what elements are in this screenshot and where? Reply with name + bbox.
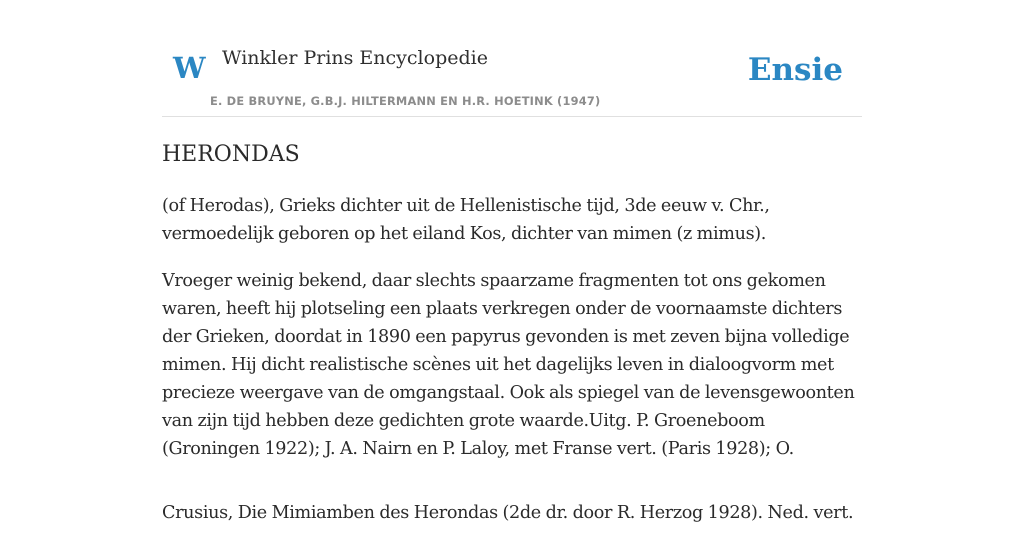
entry-body bbox=[162, 192, 862, 546]
entry-paragraph: (of Herodas), Grieks dichter uit de Hellenistische tijd, 3de eeuw v. Chr., vermoedelijk geboren op het eiland Kos, dichter van mimen (z mimus). bbox=[162, 196, 770, 244]
header bbox=[162, 0, 862, 117]
entry-paragraph: Crusius, Die Mimiamben des Herondas (2de dr. door R. Herzog 1928). Ned. vert. bbox=[162, 503, 854, 523]
page bbox=[162, 0, 862, 523]
book-authors: E. DE BRUYNE, G.B.J. HILTERMANN EN H.R. HOETINK (1947) bbox=[210, 94, 601, 108]
entry-paragraph: Vroeger weinig bekend, daar slechts spaarzame fragmenten tot ons gekomen waren, heeft hij plotseling een plaats verkregen onder de voornaamste dichters der Grieken, doordat in 1890 een papyrus gevonden is met zeven bijna volledige mimen. Hij dicht realistische scènes uit het dagelijks leven in dialoogvorm met precieze weergave van de omgangstaal. Ook als spiegel van de levensgewoonten van zijn tijd hebben deze gedichten grote waarde.Uitg. P. Groeneboom (Groningen 1922); J. A. Nairn en P. Laloy, met Franse vert. (Paris 1928); O. bbox=[162, 271, 855, 459]
book-title[interactable]: Winkler Prins Encyclopedie bbox=[222, 47, 488, 69]
winkler-prins-logo[interactable]: W bbox=[173, 51, 206, 85]
entry-title: HERONDAS bbox=[162, 142, 300, 167]
ensie-logo[interactable]: Ensie bbox=[747, 52, 843, 88]
